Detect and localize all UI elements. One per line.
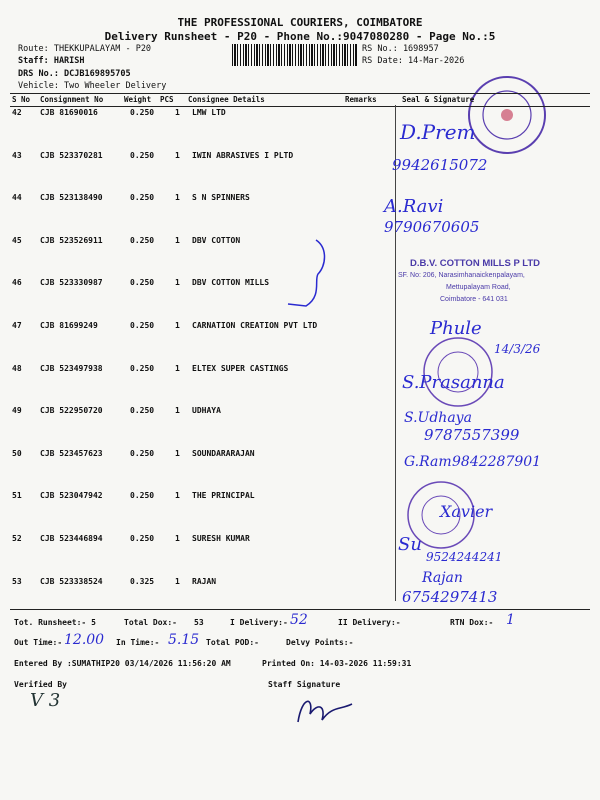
col-consignee: Consignee Details [188,95,265,104]
handwritten-date-48: 14/3/26 [494,342,541,356]
footer-divider [10,609,590,610]
row-consignment: CJB 523047942 [40,491,103,501]
entered-by: Entered By :SUMATHIP20 03/14/2026 11:56:20 AM [14,659,231,668]
row-consignee: DBV COTTON [192,235,241,245]
row-pcs: 1 [175,448,180,458]
handwritten-phone-45: 9790670605 [384,218,480,236]
signature-52: Su [398,534,422,555]
company-title: THE PROFESSIONAL COURIERS, COIMBATORE [177,16,423,29]
table-row [10,534,590,577]
row-consignee: CARNATION CREATION PVT LTD [192,321,318,330]
stamp-line-4: Coimbatore - 641 031 [440,296,508,303]
i-delivery-label: I Delivery:- [230,618,288,627]
rs-date: RS Date: 14-Mar-2026 [362,56,465,66]
row-sno: 48 [12,363,22,373]
row-weight: 0.250 [130,321,155,330]
row-weight: 0.250 [130,406,155,416]
row-pcs: 1 [175,534,180,543]
row-pcs: 1 [175,150,180,160]
route-label: Route: THEKKUPALAYAM - P20 [18,44,152,54]
staff-signature-label: Staff Signature [268,680,341,689]
row-consignee: RAJAN [192,576,217,586]
signature-51: Xavier [440,502,493,521]
row-sno: 44 [12,193,22,203]
row-consignee: ELTEX SUPER CASTINGS [192,363,289,373]
stamp-line-2: SF. No: 206, Narasimhanaickenpalayam, [398,272,525,279]
total-dox-label: Total Dox:- [124,618,177,627]
signature-48: S.Prasanna [402,372,505,393]
row-consignee: SURESH KUMAR [192,534,250,543]
rtn-dox-value: 1 [506,612,515,628]
row-weight: 0.250 [130,150,155,160]
row-consignment: CJB 81690016 [40,108,98,117]
rtn-dox-label: RTN Dox:- [450,618,494,627]
i-delivery-value: 52 [290,612,308,628]
handwritten-phone-52: 9524244241 [426,550,503,564]
row-weight: 0.250 [130,278,155,288]
signature-42: D.Prem [400,120,476,144]
table-row [10,193,590,236]
row-consignment: CJB 523526911 [40,235,103,245]
row-consignment: CJB 81699249 [40,321,98,330]
row-sno: 47 [12,321,22,330]
signature-53: Rajan [422,570,463,586]
runsheet-title: Delivery Runsheet - P20 - Phone No.:9047080280 - Page No.:5 [104,30,496,43]
staff-signature-mark [292,692,358,732]
row-sno: 51 [12,491,22,501]
row-consignment: CJB 523338524 [40,576,103,586]
table-row [10,491,590,534]
col-weight: Weight [124,95,152,104]
row-consignment: CJB 523446894 [40,534,103,543]
row-consignee: SOUNDARARAJAN [192,448,255,458]
row-consignee: LMW LTD [192,108,226,117]
row-consignee: UDHAYA [192,406,221,416]
drs-number: DRS No.: DCJB169895705 [18,69,131,79]
row-sno: 53 [12,576,22,586]
table-row [10,108,590,151]
row-consignee: S N SPINNERS [192,193,250,203]
table-row [10,151,590,194]
row-consignee: THE PRINCIPAL [192,491,255,501]
row-sno: 52 [12,534,22,543]
vehicle-label: Vehicle: Two Wheeler Delivery [18,81,167,91]
signature-44: A.Ravi [384,196,444,217]
delvy-points-label: Delvy Points:- [286,638,354,647]
row-weight: 0.250 [130,491,155,501]
col-consignment: Consignment No [40,95,104,104]
col-pcs: PCS [160,95,174,104]
tot-runsheet: Tot. Runsheet:- 5 [14,618,96,627]
row-weight: 0.250 [130,448,155,458]
row-sno: 46 [12,278,22,288]
row-pcs: 1 [175,193,180,203]
row-weight: 0.325 [130,576,155,586]
row-weight: 0.250 [130,235,155,245]
total-pod-label: Total POD:- [206,638,259,647]
row-pcs: 1 [175,321,180,330]
stamp-line-1: D.B.V. COTTON MILLS P LTD [410,258,541,269]
row-weight: 0.250 [130,363,155,373]
stamp-line-3: Mettupalayam Road, [446,284,511,291]
handwritten-phone-50: 9842287901 [452,454,542,470]
row-consignment: CJB 523330987 [40,278,103,288]
row-pcs: 1 [175,235,180,245]
row-sno: 45 [12,235,22,245]
table-header [10,93,590,107]
row-pcs: 1 [175,363,180,373]
handwritten-phone-49: 9787557399 [424,426,520,444]
row-weight: 0.250 [130,193,155,203]
row-pcs: 1 [175,406,180,416]
row-consignment: CJB 523497938 [40,363,103,373]
signature-47: Phule [430,318,482,339]
total-dox-value: 53 [194,618,204,627]
col-seal: Seal & Signature [402,95,475,104]
verified-signature: V 3 [30,690,61,711]
row-pcs: 1 [175,491,180,501]
row-weight: 0.250 [130,534,155,543]
handwritten-bracket [286,236,336,312]
row-weight: 0.250 [130,108,155,117]
row-sno: 43 [12,150,22,160]
row-consignment: CJB 523457623 [40,448,103,458]
row-consignment: CJB 522950720 [40,406,103,416]
row-consignment: CJB 523370281 [40,150,103,160]
in-time-value: 5.15 [168,632,200,648]
col-sno: S No [12,95,31,104]
row-sno: 49 [12,406,22,416]
in-time-label: In Time:- [116,638,160,647]
signature-49: S.Udhaya [404,410,472,426]
barcode [232,44,358,66]
staff-label: Staff: HARISH [18,56,85,66]
row-consignee: DBV COTTON MILLS [192,278,270,288]
row-sno: 42 [12,108,22,117]
handwritten-phone-53: 6754297413 [402,588,498,606]
ii-delivery-label: II Delivery:- [338,618,401,627]
handwritten-phone-43: 9942615072 [392,156,488,174]
row-pcs: 1 [175,108,180,117]
col-remarks: Remarks [345,95,377,104]
row-consignment: CJB 523138490 [40,193,103,203]
out-time-value: 12.00 [64,632,105,648]
printed-on: Printed On: 14-03-2026 11:59:31 [262,659,412,668]
row-consignee: IWIN ABRASIVES I PLTD [192,150,294,160]
verified-by-label: Verified By [14,680,67,689]
signature-50: G.Ram [404,454,452,470]
row-pcs: 1 [175,278,180,288]
out-time-label: Out Time:- [14,638,63,647]
row-pcs: 1 [175,576,180,586]
row-sno: 50 [12,448,22,458]
rs-number: RS No.: 1698957 [362,44,439,54]
